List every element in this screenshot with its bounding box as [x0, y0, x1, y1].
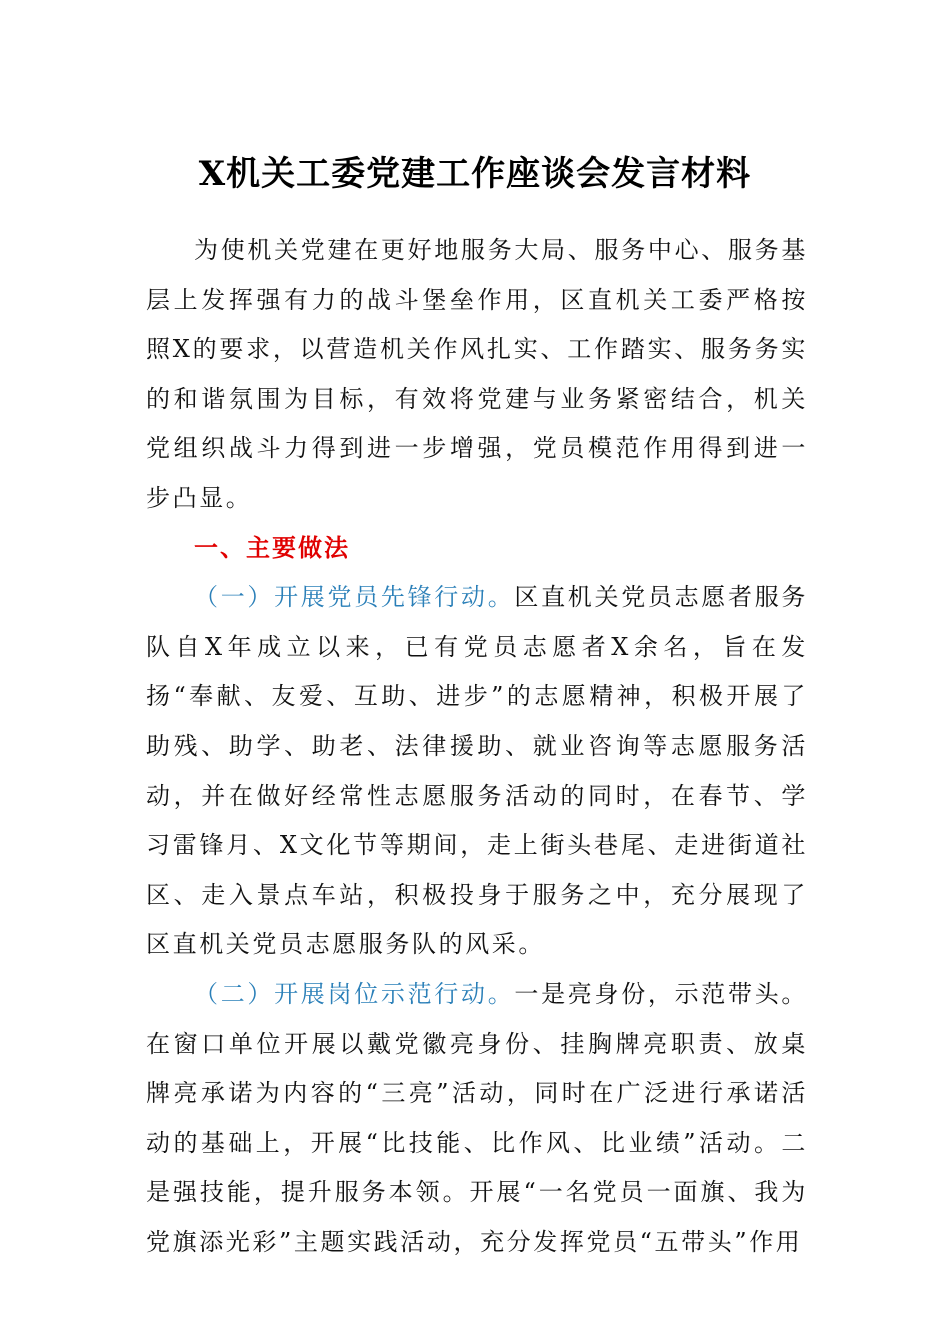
- item-text-2: 一是亮身份，示范带头。在窗口单位开展以戴党徽亮身份、挂胸牌亮职责、放桌牌亮承诺为内容的“三亮”活动，同时在广泛进行承诺活动的基础上，开展“比技能、比作风、比业绩”活动。二是强技能，提升服务本领。开展“一名党员一面旗、我为党旗添光彩”主题实践活动，充分发挥党员“五带头”作用: [146, 979, 808, 1256]
- item-heading-1: （一）开展党员先锋行动。: [194, 583, 515, 612]
- document-body: [146, 226, 808, 1267]
- item-paragraph-2: [146, 970, 808, 1268]
- intro-paragraph: 为使机关党建在更好地服务大局、服务中心、服务基层上发挥强有力的战斗堡垒作用，区直机关工委严格按照X的要求，以营造机关作风扎实、工作踏实、服务务实的和谐氛围为目标，有效将党建与业务紧密结合，机关党组织战斗力得到进一步增强，党员模范作用得到进一步凸显。: [146, 236, 808, 512]
- item-text-1: 区直机关党员志愿者服务队自X年成立以来，已有党员志愿者X余名，旨在发扬“奉献、友爱、互助、进步”的志愿精神，积极开展了助残、助学、助老、法律援助、就业咨询等志愿服务活动，并在做好经常性志愿服务活动的同时，在春节、学习雷锋月、X文化节等期间，走上街头巷尾、走进街道社区、走入景点车站，积极投身于服务之中，充分展现了区直机关党员志愿服务队的风采。: [146, 583, 808, 959]
- section-heading-text: 一、主要做法: [194, 533, 350, 562]
- item-heading-2: （二）开展岗位示范行动。: [194, 979, 515, 1008]
- document-title: X机关工委党建工作座谈会发言材料: [198, 154, 752, 194]
- section-heading-main-practices: [146, 524, 808, 574]
- item-paragraph-1: [146, 573, 808, 970]
